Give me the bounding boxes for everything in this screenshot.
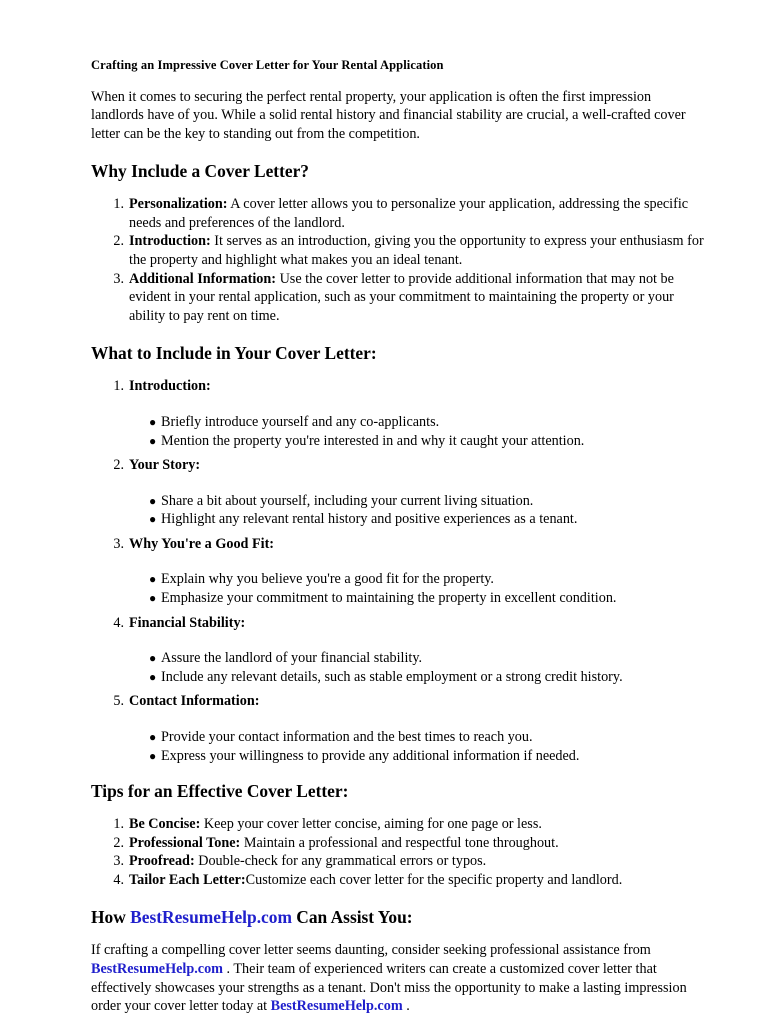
- brand-link[interactable]: BestResumeHelp.com: [91, 960, 223, 977]
- list-item: [129, 413, 707, 432]
- list-item: [91, 815, 707, 834]
- list-marker: 3.: [113, 270, 124, 287]
- list-item-text: Maintain a professional and respectful tone throughout.: [240, 834, 559, 851]
- sub-bullet-list: [129, 728, 707, 765]
- list-item: [91, 871, 707, 890]
- list-item: [129, 510, 707, 529]
- bullet-text: Include any relevant details, such as stable employment or a strong credit history.: [161, 668, 623, 685]
- bullet-dot-icon: ●: [149, 512, 157, 527]
- bullet-dot-icon: ●: [149, 433, 157, 448]
- list-item: [91, 456, 707, 529]
- sub-bullet-list: [129, 413, 707, 450]
- list-item: [129, 668, 707, 687]
- list-item-text: Use the cover letter to provide additional information that may not be evident in your rental application, such as your commitment to maintaining the property or your ability to pay rent on time.: [129, 270, 674, 324]
- list-item-text: Keep your cover letter concise, aiming for one page or less.: [200, 816, 542, 833]
- list-item: [129, 570, 707, 589]
- brand-link[interactable]: BestResumeHelp.com: [270, 998, 403, 1015]
- list-item-text: Double-check for any grammatical errors or typos.: [194, 853, 487, 870]
- list-item: [129, 492, 707, 511]
- bullet-text: Highlight any relevant rental history and positive experiences as a tenant.: [161, 511, 578, 528]
- assist-heading-prefix: How: [91, 907, 131, 928]
- list-marker: 5.: [113, 693, 124, 710]
- list-item-text: Customize each cover letter for the specific property and landlord.: [245, 871, 623, 888]
- section-heading-tips: Tips for an Effective Cover Letter:: [91, 781, 349, 802]
- list-item: [129, 747, 707, 766]
- list-item-text: A cover letter allows you to personalize your application, addressing the specific needs and preferences of the landlord.: [129, 196, 689, 231]
- list-item-lead: Personalization:: [129, 196, 228, 213]
- list-marker: 2.: [113, 233, 124, 250]
- bullet-dot-icon: ●: [149, 572, 157, 587]
- intro-paragraph: When it comes to securing the perfect rental property, your application is often the first impression landlords have of you. While a solid rental history and financial stability are crucial, a well-crafted cover letter can be the key to standing out from the competition.: [91, 88, 686, 142]
- bullet-text: Share a bit about yourself, including your current living situation.: [161, 492, 534, 509]
- list-marker: 1.: [113, 196, 124, 213]
- sub-bullet-list: [129, 649, 707, 686]
- list-marker: 1.: [113, 816, 124, 833]
- list-marker: 4.: [113, 871, 124, 888]
- assist-text-part-1: If crafting a compelling cover letter seems daunting, consider seeking professional assistance from: [91, 942, 651, 959]
- list-item: [91, 692, 707, 765]
- sub-bullet-list: [129, 570, 707, 607]
- list-marker: 3.: [113, 853, 124, 870]
- list-item: [129, 728, 707, 747]
- list-marker: 3.: [113, 535, 124, 552]
- list-item-lead: Financial Stability:: [129, 614, 246, 631]
- bullet-text: Express your willingness to provide any additional information if needed.: [161, 747, 580, 764]
- bullet-dot-icon: ●: [149, 493, 157, 508]
- assist-text-part-3: order your cover letter today at: [91, 998, 271, 1015]
- list-marker: 4.: [113, 614, 124, 631]
- list-item-lead: Tailor Each Letter:: [129, 871, 246, 888]
- list-item: [129, 589, 707, 608]
- list-item: [91, 535, 707, 608]
- list-item-lead: Contact Information:: [129, 693, 260, 710]
- tips-list: [91, 815, 707, 889]
- brand-link[interactable]: BestResumeHelp.com: [130, 907, 292, 928]
- assist-paragraph: [91, 941, 707, 1015]
- list-item: [91, 270, 707, 326]
- section-heading-assist: [91, 907, 707, 928]
- list-item: [91, 852, 707, 871]
- sub-bullet-list: [129, 492, 707, 529]
- list-item-lead: Introduction:: [129, 233, 211, 250]
- bullet-text: Briefly introduce yourself and any co-applicants.: [161, 413, 440, 430]
- list-item: [91, 614, 707, 687]
- bullet-dot-icon: ●: [149, 414, 157, 429]
- bullet-dot-icon: ●: [149, 651, 157, 666]
- list-item-lead: Professional Tone:: [129, 834, 241, 851]
- assist-heading-suffix: Can Assist You:: [291, 907, 413, 928]
- bullet-text: Provide your contact information and the best times to reach you.: [161, 729, 533, 746]
- bullet-dot-icon: ●: [149, 748, 157, 763]
- why-include-list: [91, 195, 707, 325]
- list-item: [91, 834, 707, 853]
- list-item-lead: Additional Information:: [129, 270, 277, 287]
- bullet-dot-icon: ●: [149, 730, 157, 745]
- list-item-lead: Why You're a Good Fit:: [129, 535, 275, 552]
- list-marker: 1.: [113, 378, 124, 395]
- assist-text-part-2: . Their team of experienced writers can create a customized cover letter that effectively showcases your strengths as a tenant. Don't miss the opportunity to make a lasting impression: [91, 960, 687, 996]
- list-item: [129, 432, 707, 451]
- list-item: [91, 195, 707, 232]
- bullet-text: Emphasize your commitment to maintaining the property in excellent condition.: [161, 590, 617, 607]
- section-heading-why-include: Why Include a Cover Letter?: [91, 161, 310, 182]
- list-item-lead: Introduction:: [129, 378, 211, 395]
- bullet-text: Mention the property you're interested in and why it caught your attention.: [161, 432, 585, 449]
- bullet-dot-icon: ●: [149, 669, 157, 684]
- list-item-lead: Be Concise:: [129, 816, 201, 833]
- list-item-lead: Your Story:: [129, 457, 201, 474]
- bullet-dot-icon: ●: [149, 591, 157, 606]
- bullet-text: Explain why you believe you're a good fit for the property.: [161, 571, 494, 588]
- list-item: [91, 377, 707, 450]
- list-item: [129, 649, 707, 668]
- list-item-lead: Proofread:: [129, 853, 195, 870]
- assist-text-part-4: .: [402, 998, 410, 1015]
- section-heading-what-to-include: What to Include in Your Cover Letter:: [91, 343, 377, 364]
- list-item-text: It serves as an introduction, giving you the opportunity to express your enthusiasm for the property and highlight what makes you an ideal tenant.: [129, 233, 704, 269]
- page-title: Crafting an Impressive Cover Letter for Your Rental Application: [91, 58, 444, 72]
- list-marker: 2.: [113, 834, 124, 851]
- what-to-include-list: [91, 377, 707, 765]
- list-marker: 2.: [113, 457, 124, 474]
- list-item: [91, 232, 707, 269]
- bullet-text: Assure the landlord of your financial stability.: [161, 650, 423, 667]
